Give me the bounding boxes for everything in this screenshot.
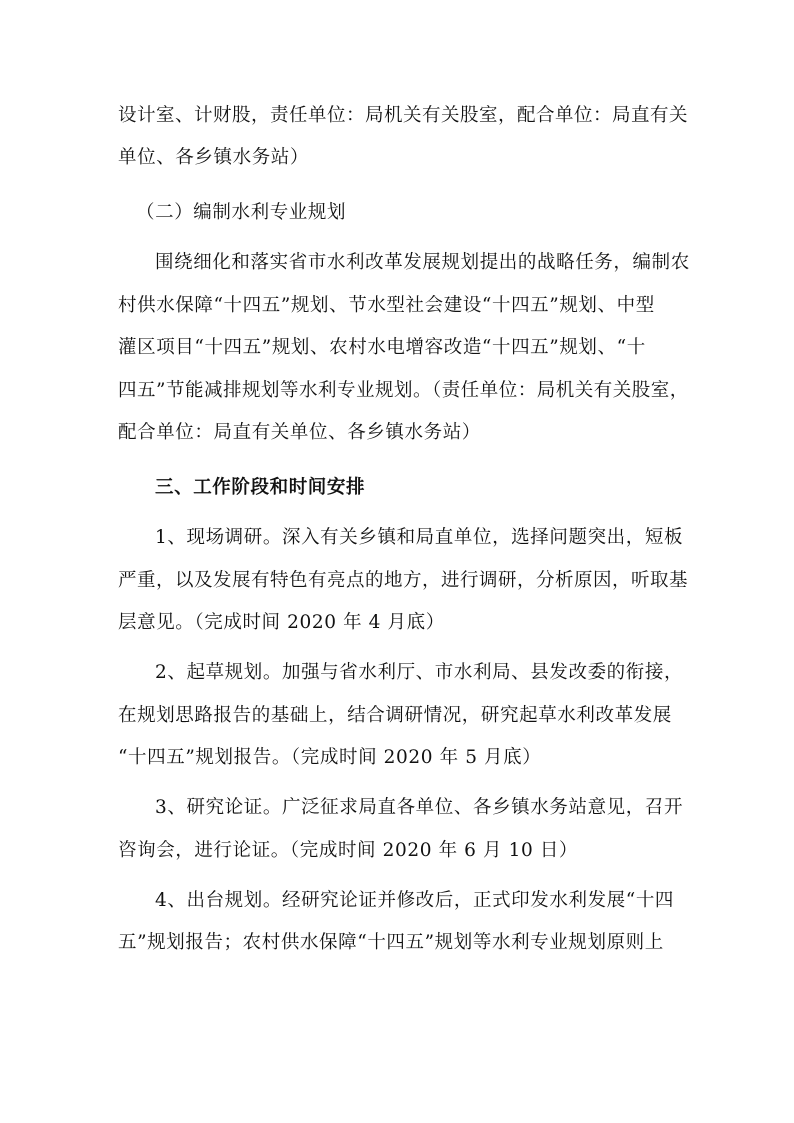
- text-line: 配合单位：局直有关单位、各乡镇水务站）: [118, 422, 481, 443]
- text-line: 3、研究论证。广泛征求局直各单位、各乡镇水务站意见，召开: [155, 797, 684, 818]
- text-line: 围绕细化和落实省市水利改革发展规划提出的战略任务，编制农: [155, 252, 690, 273]
- text-line: 2、起草规划。加强与省水利厅、市水利局、县发改委的衔接，: [155, 662, 684, 683]
- text-line: 在规划思路报告的基础上，结合调研情况，研究起草水利改革发展: [118, 705, 672, 726]
- text-line: 层意见。（完成时间 2020 年 4 月底）: [118, 612, 445, 633]
- text-line: 灌区项目“十四五”规划、农村水电增容改造“十四五”规划、“十: [118, 337, 646, 358]
- text-line: 五”规划报告；农村供水保障“十四五”规划等水利专业规划原则上: [118, 932, 664, 953]
- section-heading: 三、工作阶段和时间安排: [155, 477, 366, 498]
- text-line: 4、出台规划。经研究论证并修改后，正式印发水利发展“十四: [155, 890, 675, 911]
- text-line: “十四五”规划报告。（完成时间 2020 年 5 月底）: [118, 747, 542, 768]
- text-line: 单位、各乡镇水务站）: [118, 147, 310, 168]
- text-line: 四五”节能减排规划等水利专业规划。（责任单位：局机关有关股室，: [118, 380, 689, 401]
- text-line: 设计室、计财股，责任单位：局机关有关股室，配合单位：局直有关: [118, 105, 689, 126]
- text-line: 村供水保障“十四五”规划、节水型社会建设“十四五”规划、中型: [118, 295, 655, 316]
- text-line: 严重，以及发展有特色有亮点的地方，进行调研，分析原因，听取基: [118, 570, 689, 591]
- text-line: 咨询会，进行论证。（完成时间 2020 年 6 月 10 日）: [118, 840, 579, 861]
- text-line: 1、现场调研。深入有关乡镇和局直单位，选择问题突出，短板: [155, 527, 684, 548]
- section-subheading: （二）编制水利专业规划: [136, 202, 347, 223]
